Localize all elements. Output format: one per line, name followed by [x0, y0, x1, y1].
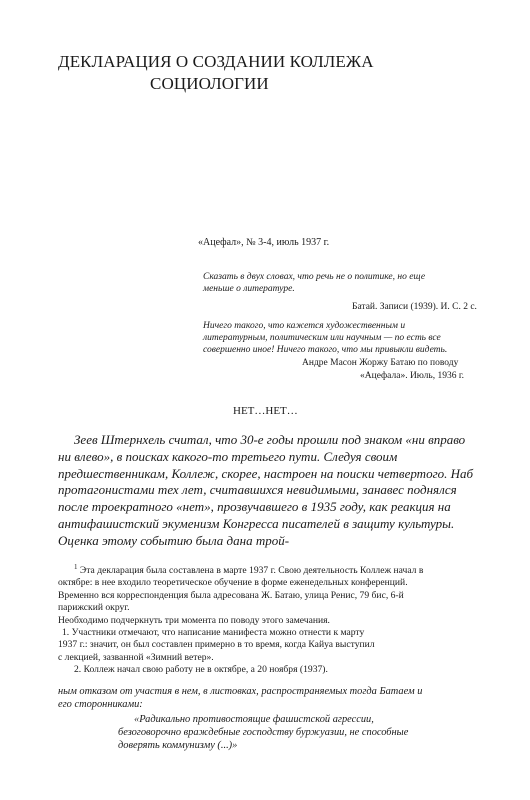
page-title-line-1: ДЕКЛАРАЦИЯ О СОЗДАНИИ КОЛЛЕЖА: [58, 52, 374, 71]
footnote-1-line: $^1$ Эта декларация была составлена в марте 1937 г. Свою деятельность Коллеж начал в: [74, 563, 424, 576]
epigraph-2-attribution-line-2: «Ацефала». Июль, 1936 г.: [360, 371, 465, 381]
footnote-intro: Необходимо подчеркнуть три момента по поводу этого замечания.: [58, 614, 330, 626]
section-subheading: НЕТ…НЕТ…: [233, 405, 298, 417]
footnote-1-line: парижский округ.: [58, 602, 130, 614]
footnote-1-line: Временно вся корреспонденция была адресована Ж. Батаю, улица Ренис, 79 бис, 6-й: [58, 589, 404, 601]
quote-line: доверять коммунизму (...)»: [118, 740, 238, 751]
body-line: протагонистами тех лет, считавшихся невидимыми, занавес поднялся: [58, 482, 457, 498]
body-paragraph: [58, 432, 480, 550]
continuation-line: его сторонниками:: [58, 699, 143, 710]
epigraph-2-line-1: Ничего такого, что кажется художественным и: [203, 321, 406, 331]
epigraph-1-line-1: Сказать в двух словах, что речь не о политике, но еще: [203, 272, 426, 282]
body-line: ни влево», в поисках какого-то третьего пути. Следуя своим: [58, 448, 398, 464]
block-quote: [118, 713, 480, 752]
page-title-line-2: СОЦИОЛОГИИ: [150, 74, 269, 93]
body-line: антифашистский экуменизм Конгресса писателей в защиту культуры.: [58, 515, 455, 531]
body-line: Зеев Штернхель считал, что 30-е годы прошли под знаком «ни вправо: [74, 432, 466, 447]
epigraph-2-line-3: совершенно иное! Ничего такого, что мы привыкли видеть.: [203, 345, 448, 355]
epigraph-2-line-2: литературным, политическим или научным — по есть все: [203, 333, 441, 343]
footnote-point-1-line: с лекцией, зазванной «Зимний ветер».: [58, 651, 214, 663]
quote-line: «Радикально противостоящие фашистской агрессии,: [134, 714, 374, 725]
epigraph-1: [203, 271, 481, 295]
footnote-point-1-line: 1. Участники отмечают, что написание манифеста можно отнести к марту: [62, 627, 365, 639]
footnote-1-line: октябре: в нее входило теоретическое обучение в форме еженедельных конференций.: [58, 577, 408, 589]
footnote-point-2: 2. Коллеж начал свою работу не в октябре, а 20 ноября (1937).: [74, 664, 328, 676]
epigraph-1-attribution: Батай. Записи (1939). И. С. 2 с.: [352, 302, 477, 312]
body-line: предшественникам, Коллеж, скорее, настроен на поиски четвертого. Наб: [58, 465, 474, 481]
body-line: Оценка этому событию была дана трой-: [58, 532, 290, 548]
footnote-point-1-line: 1937 г.: значит, он был составлен примерно в то время, когда Кайуа выступил: [58, 639, 375, 651]
source-line: «Ацефал», № 3-4, июль 1937 г.: [198, 237, 330, 248]
footnote-marker: 1: [74, 563, 78, 571]
quote-line: безоговорочно враждебные господству буржуазии, не способные: [118, 727, 409, 738]
body-line: после троекратного «нет», прозвучавшего в 1935 году, как реакция на: [58, 499, 451, 515]
continuation-line: ным отказом от участия в нем, в листовках, распространяемых тогда Батаем и: [58, 686, 423, 697]
body-continuation: [58, 685, 480, 711]
footnote-1: [58, 561, 480, 677]
epigraph-1-line-2: меньше о литературе.: [203, 284, 295, 294]
epigraph-2-attribution-line-1: Андре Масон Жоржу Батаю по поводу: [302, 358, 459, 368]
epigraph-2: [203, 320, 481, 356]
